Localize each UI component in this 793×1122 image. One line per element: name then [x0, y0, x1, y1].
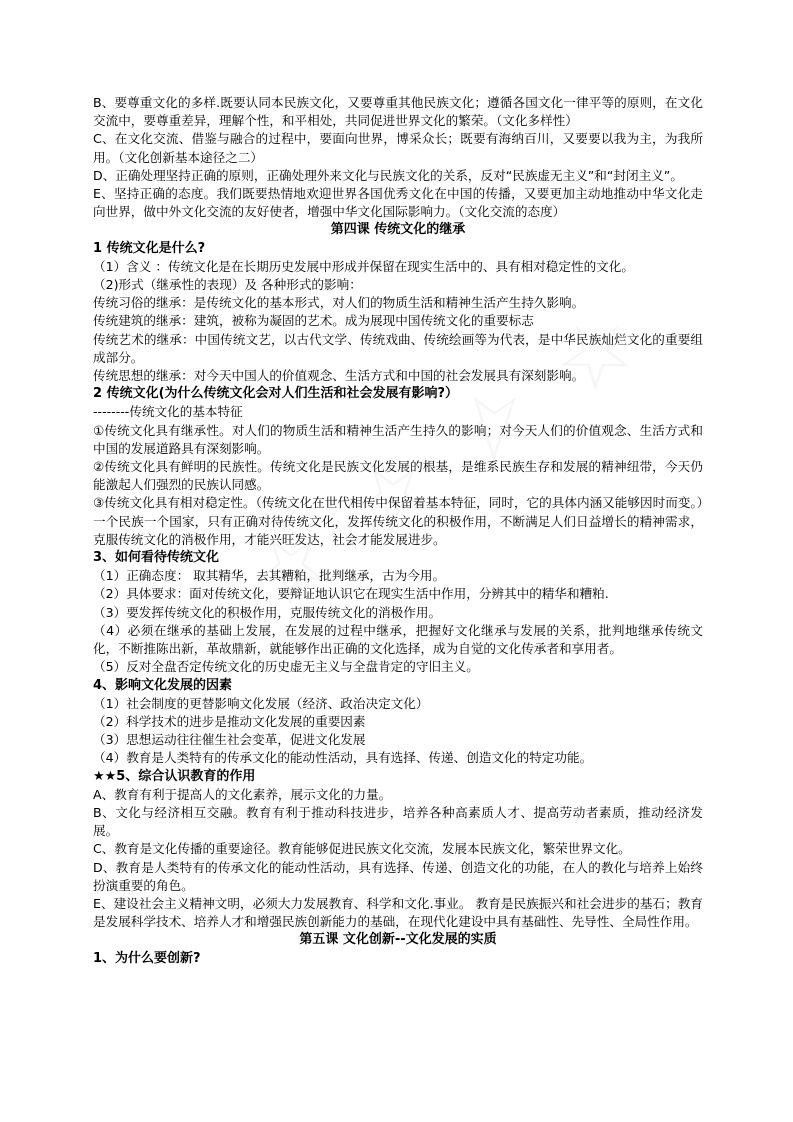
section-heading: 2 传统文化(为什么传统文化会对人们生活和社会发展有影响?）	[93, 386, 459, 402]
paragraph: ①传统文化具有继承性。对人们的物质生活和精神生活产生持久的影响；对今天人们的价值观念、生活方式和中国的发展道路具有深刻影响。	[93, 422, 703, 456]
paragraph: （5）反对全盘否定传统文化的历史虚无主义与全盘肯定的守旧主义。	[93, 659, 479, 675]
paragraph: （4）教育是人类特有的传承文化的能动性活动，具有选择、传递、创造文化的特定功能。	[93, 750, 593, 766]
paragraph: 传统思想的继承：对今天中国人的价值观念、生活方式和中国的社会发展具有深刻影响。	[93, 368, 585, 384]
paragraph: （4）必须在继承的基础上发展，在发展的过程中继承，把握好文化继承与发展的关系，批判地继承传统文 化，不断推陈出新，革故鼎新，就能够作出正确的文化选择，成为自觉的文化传承者和享用者。	[93, 622, 703, 657]
paragraph: --------传统文化的基本特征	[93, 404, 243, 420]
paragraph: B、要尊重文化的多样.既要认同本民族文化，又要尊重其他民族文化；遵循各国文化一律平等的原则，在文化交流中，要尊重差异，理解个性，和平相处，共同促进世界文化的繁荣。（文化多样性）	[93, 95, 703, 129]
section-heading: 3、如何看待传统文化	[93, 550, 220, 566]
lesson-title: 第四课 传统文化的继承	[330, 222, 466, 238]
paragraph: （1）社会制度的更替影响文化发展（经济、政治决定文化）	[93, 695, 429, 711]
section-heading: 1 传统文化是什么?	[93, 240, 206, 256]
section-heading: 1、为什么要创新?	[93, 950, 201, 966]
paragraph: （2）科学技术的进步是推动文化发展的重要因素	[93, 713, 366, 729]
paragraph: C、在文化交流、借鉴与融合的过程中，要面向世界，博采众长；既要有海纳百川，又要要以我为主，为我所用。（文化创新基本途径之二）	[93, 131, 703, 165]
paragraph: E、坚持正确的态度。我们既要热情地欢迎世界各国优秀文化在中国的传播，又要更加主动地推动中华文化走向世界，做中外文化交流的友好使者，增强中华文化国际影响力。（文化交流的态度）	[93, 186, 703, 220]
paragraph: （2)形式（继承性的表现）及 各种形式的影响：	[93, 277, 362, 293]
paragraph: （3）思想运动往往催生社会变革，促进文化发展	[93, 732, 366, 748]
paragraph: （3）要发挥传统文化的积极作用，克服传统文化的消极作用。	[93, 604, 442, 620]
section-heading: 4、影响文化发展的因素	[93, 677, 233, 693]
paragraph: （1）含义 ：传统文化是在长期历史发展中形成并保留在现实生活中的、具有相对稳定性的文化。	[93, 258, 634, 274]
section-heading: ★★5、综合认识教育的作用	[93, 768, 256, 784]
paragraph: 传统建筑的继承：建筑，被称为凝固的艺术。成为展现中国传统文化的重要标志	[93, 313, 534, 329]
paragraph: 传统艺术的继承：中国传统文艺，以古代文学、传统戏曲、传统绘画等为代表，是中华民族灿烂文化的重要组成部分。	[93, 331, 703, 365]
paragraph: A、教育有利于提高人的文化素养，展示文化的力量。	[93, 786, 392, 802]
paragraph: ③传统文化具有相对稳定性。（传统文化在世代相传中保留着基本特征，同时，它的具体内涵又能够因时而变。）一个民族一个国家，只有正确对待传统文化，发挥传统文化的积极作用，不断满足人们日益增长的精神需求，克服传统文化的消极作用，才能兴旺发达，社会才能发展进步。	[93, 495, 703, 547]
paragraph: （1）正确态度： 取其精华，去其糟粕，批判继承，古为今用。	[93, 568, 446, 584]
paragraph: （2）具体要求：面对传统文化，要辩证地认识它在现实生活中作用，分辨其中的精华和糟粕.	[93, 586, 609, 602]
document-page	[93, 94, 703, 968]
paragraph: E、建设社会主义精神文明，必须大力发展教育、科学和文化.事业。 教育是民族振兴和社会进步的基石；教育是发展科学技术、培养人才和增强民族创新能力的基础，在现代化建设中具有基础性、先导性、全局性作用。	[93, 895, 703, 930]
lesson-title: 第五课 文化创新--文化发展的实质	[299, 932, 497, 948]
paragraph: B、文化与经济相互交融。教育有利于推动科技进步，培养各种高素质人才、提高劳动者素质，推动经济发展。	[93, 804, 703, 839]
paragraph: D、教育是人类特有的传承文化的能动性活动，具有选择、传递、创造文化的功能，在人的教化与培养上始终扮演重要的角色。	[93, 859, 703, 893]
paragraph: C、教育是文化传播的重要途径。教育能够促进民族文化交流，发展本民族文化，繁荣世界文化。	[93, 841, 631, 857]
paragraph: 传统习俗的继承：是传统文化的基本形式，对人们的物质生活和精神生活产生持久影响。	[93, 295, 585, 311]
paragraph: D、正确处理坚持正确的原则，正确处理外来文化与民族文化的关系，反对“民族虚无主义”和“封闭主义”。	[93, 167, 683, 183]
paragraph: ②传统文化具有鲜明的民族性。传统文化是民族文化发展的根基，是维系民族生存和发展的精神纽带，今天仍能激起人们强烈的民族认同感。	[93, 459, 703, 493]
